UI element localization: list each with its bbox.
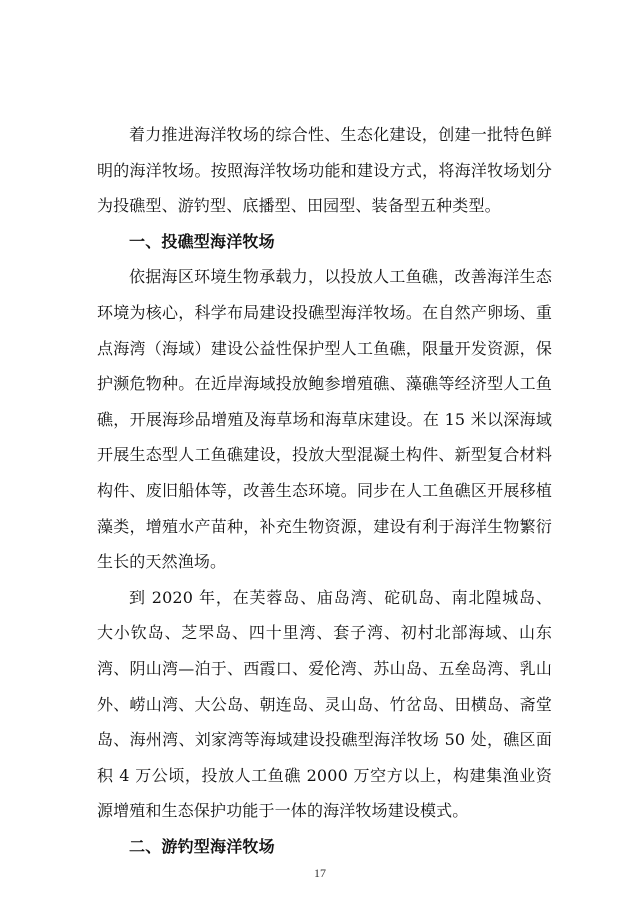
section-heading-fishing-type: 二、游钓型海洋牧场 xyxy=(129,836,275,856)
section-heading-reef-type: 一、投礁型海洋牧场 xyxy=(129,231,275,251)
intro-paragraph: 着力推进海洋牧场的综合性、生态化建设，创建一批特色鲜明的海洋牧场。按照海洋牧场功能和建设方式，将海洋牧场划分为投礁型、游钓型、底播型、田园型、装备型五种类型。 xyxy=(97,125,552,216)
document-body xyxy=(97,117,552,864)
page-number: 17 xyxy=(314,866,326,880)
reef-type-paragraph: 依据海区环境生物承载力，以投放人工鱼礁，改善海洋生态环境为核心，科学布局建设投礁型海洋牧场。在自然产卵场、重点海湾（海域）建设公益性保护型人工鱼礁，限量开发资源，保护濒危物种。在近岸海域投放鲍参增殖礁、藻礁等经济型人工鱼礁，开展海珍品增殖及海草场和海草床建设。在 15 米以深海域开展生态型人工鱼礁建设，投放大型混凝土构件、新型复合材料构件、废旧船体等，改善生态环境。同步在人工鱼礁区开展移植藻类，增殖水产苗种，补充生物资源，建设有利于海洋生物繁衍生长的天然渔场。 xyxy=(97,267,552,572)
reef-type-plan-paragraph: 到 2020 年，在芙蓉岛、庙岛湾、砣矶岛、南北隍城岛、大小钦岛、芝罘岛、四十里湾、套子湾、初村北部海域、山东湾、阴山湾—泊于、西霞口、爱伦湾、苏山岛、五垒岛湾、乳山外、崂山湾、大公岛、朝连岛、灵山岛、竹岔岛、田横岛、斋堂岛、海州湾、刘家湾等海域建设投礁型海洋牧场 50 处，礁区面积 4 万公顷，投放人工鱼礁 2000 万空方以上，构建集渔业资源增殖和生态保护功能于一体的海洋牧场建设模式。 xyxy=(97,587,552,821)
